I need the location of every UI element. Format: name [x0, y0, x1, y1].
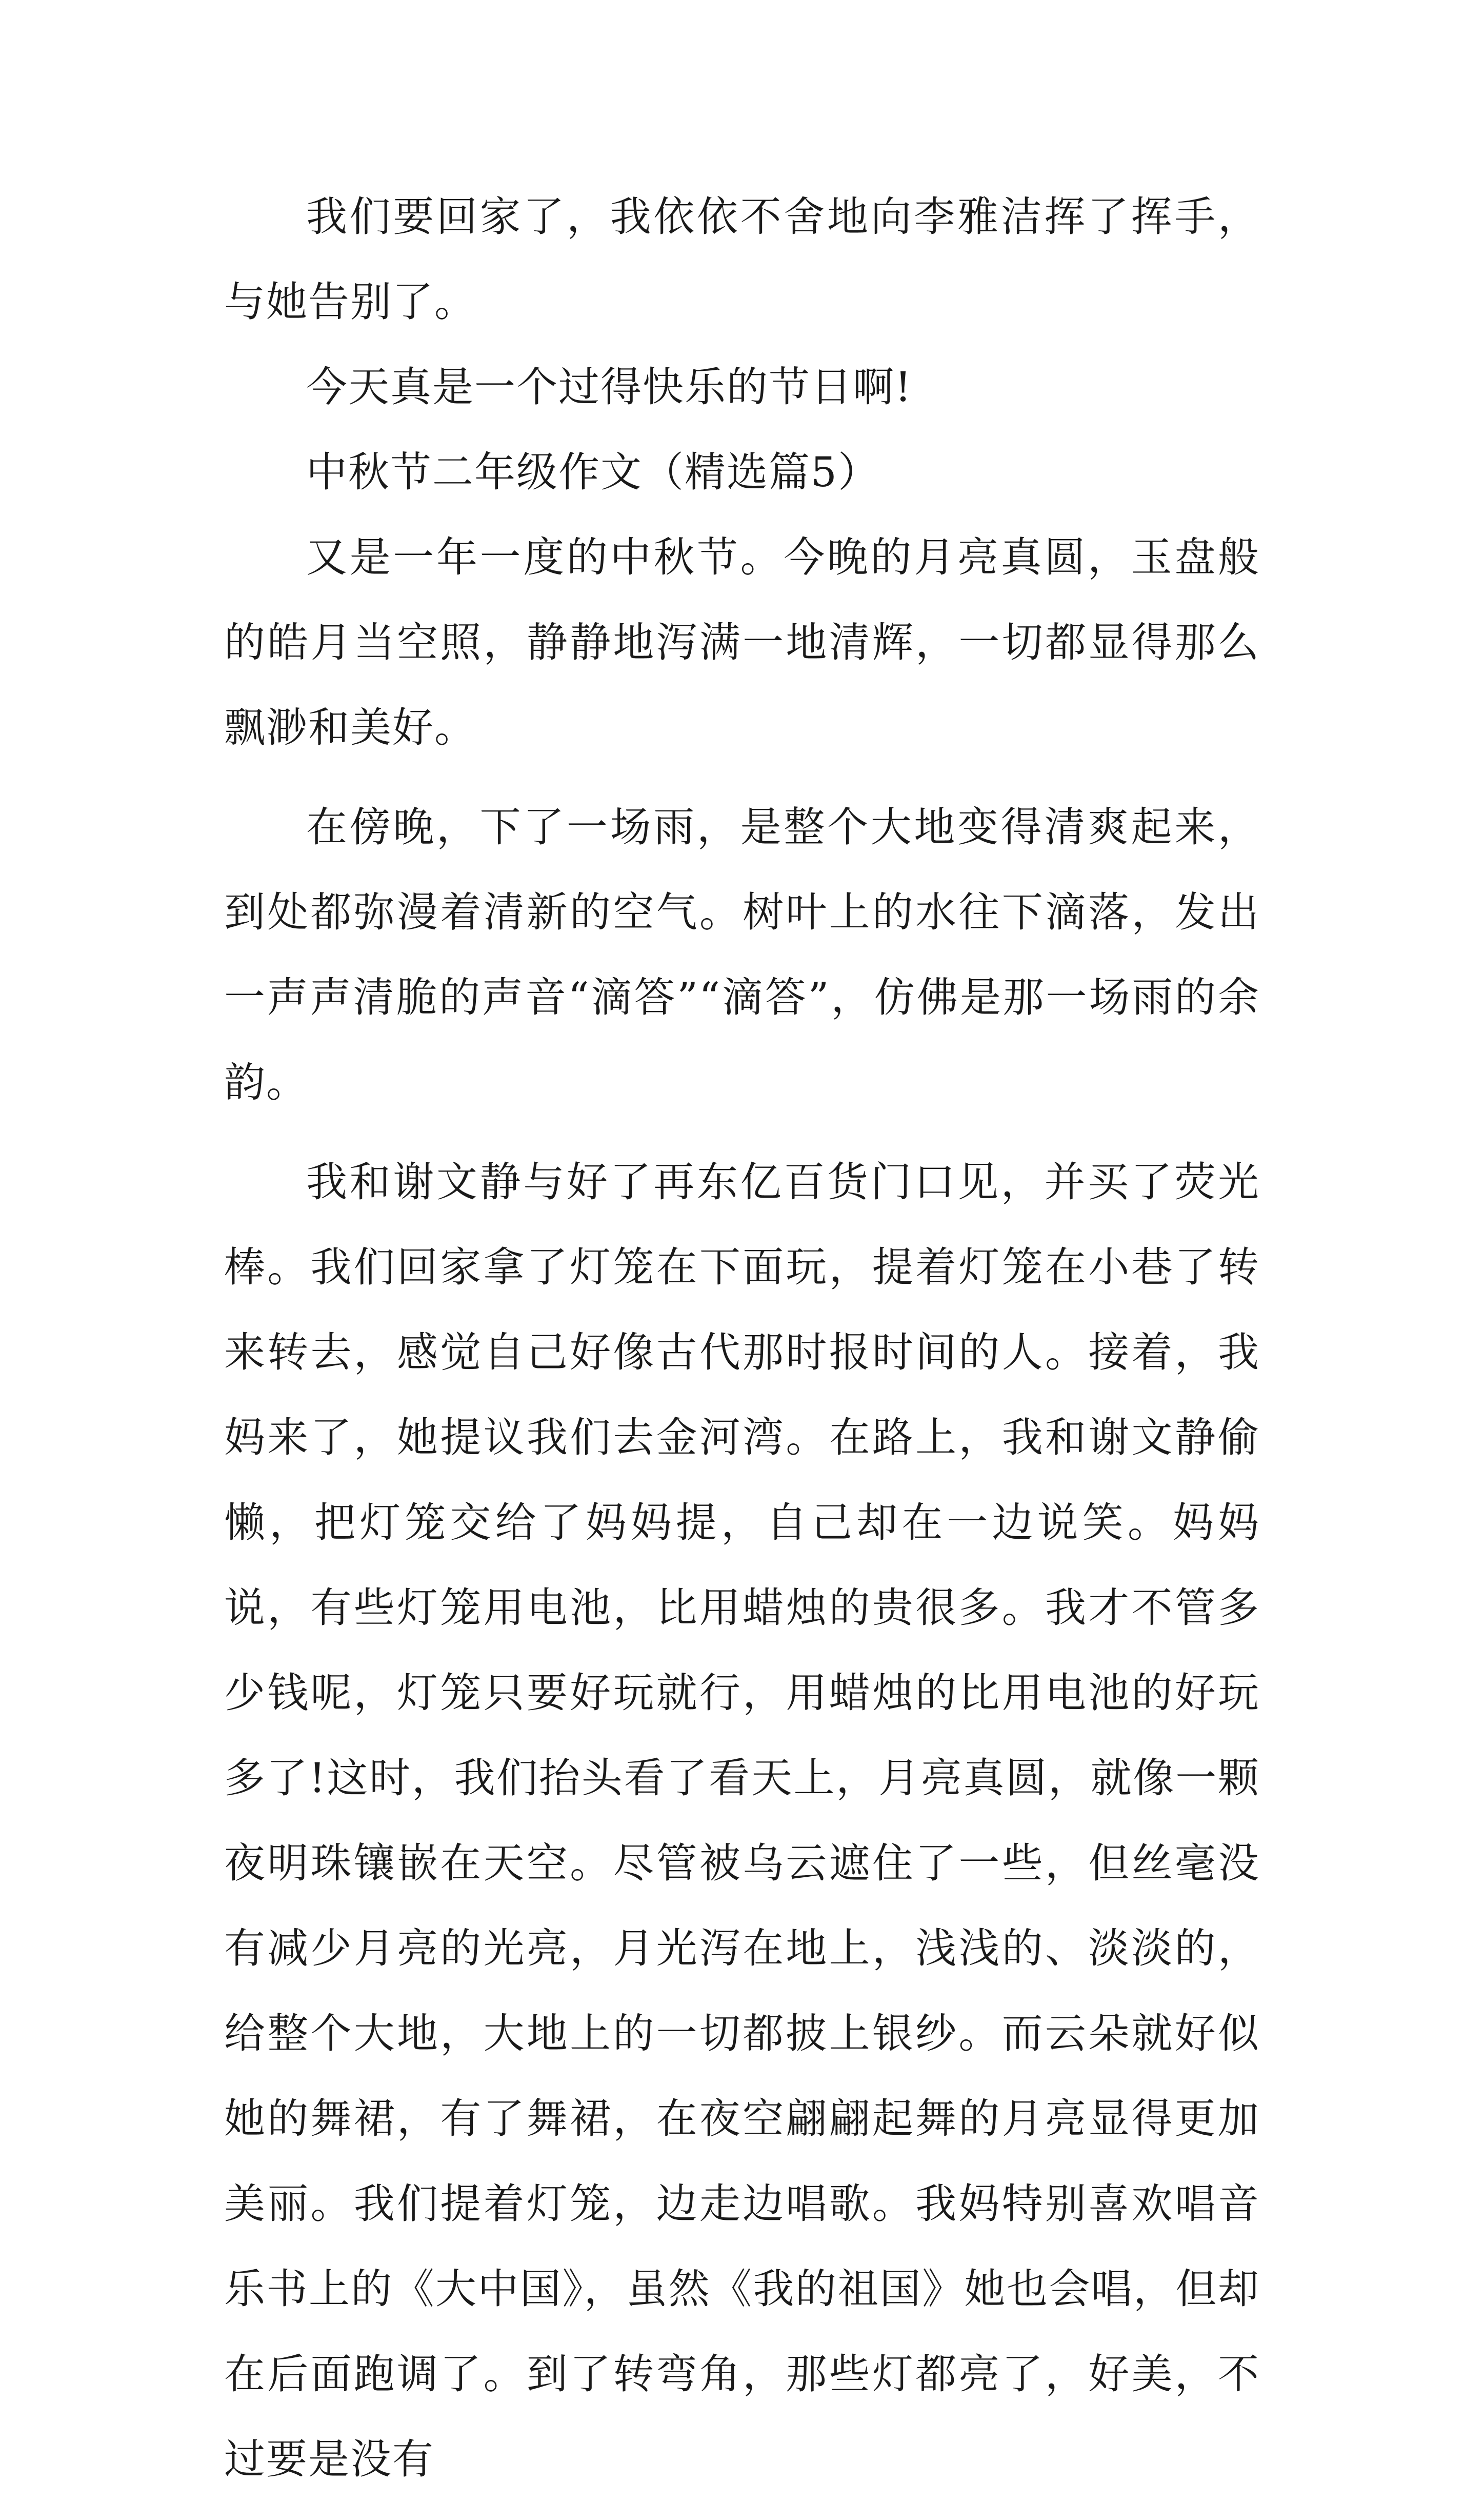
- paragraph-happy-festival: 今天真是一个过得快乐的节日啊!: [306, 363, 913, 411]
- paragraph-moon: 又是一年一度的中秋节。今晚的月亮真圆，玉盘般的皓月当空照，静静地泻满一地清辉，一切都显得那么飘渺和美好。: [224, 533, 1260, 751]
- body-text: [224, 174, 1260, 2502]
- essay-heading: 中秋节二年级作文（精选篇5）: [306, 448, 880, 496]
- paragraph-rain: 在傍晚，下了一场雨，是整个大地变得清爽起来，到处都弥漫着清新的空气。树叶上的水往下滴落，发出一声声清脆的声音“滴答”“滴答”，仿佛是那一场雨的余韵。: [224, 803, 1260, 1106]
- paragraph-lanterns: 我和谢文静与好了再东亿百货门口见，并买了荧光棒。我们回家拿了灯笼在下面玩，提着灯笼在小巷了转来转去，感觉自己好像古代那时报时间的人。接着，我妈来了，她提议我们去金河湾。在路上，我和谢文静偷懒，把灯笼交给了妈妈提，自己却在一边说笑。妈妈说，有些灯笼用电池，比用蜡烛的贵很多。我才不管多少钱呢，灯笼只要好玩就行，用蜡烛的比用电池的好玩多了!这时，我们抬头看了看天上，月亮真圆，就像一颗夜明珠镶嵌在天空。尽管被乌云遮住了一些，但丝毫没有减少月亮的光亮，月光泻在地上，浅浅的、淡淡的，给整个大地，大地上的一切都披上银纱。而云朵就好似她的舞裙，有了舞裙，在夜空翩翩起舞的月亮显得更加美丽。我们提着灯笼，边走边唱歌。我妈特别喜欢唱音乐书上的《大中国》，虽然《我的祖国》她也会唱，但却在后面跑调了。到了转弯角，那些灯都亮了，好美，不过要是没有: [224, 1158, 1260, 2483]
- paragraph-farewell: 我们要回家了，我依依不舍地向李雅洁挥了挥手，与她告别了。: [224, 193, 1260, 326]
